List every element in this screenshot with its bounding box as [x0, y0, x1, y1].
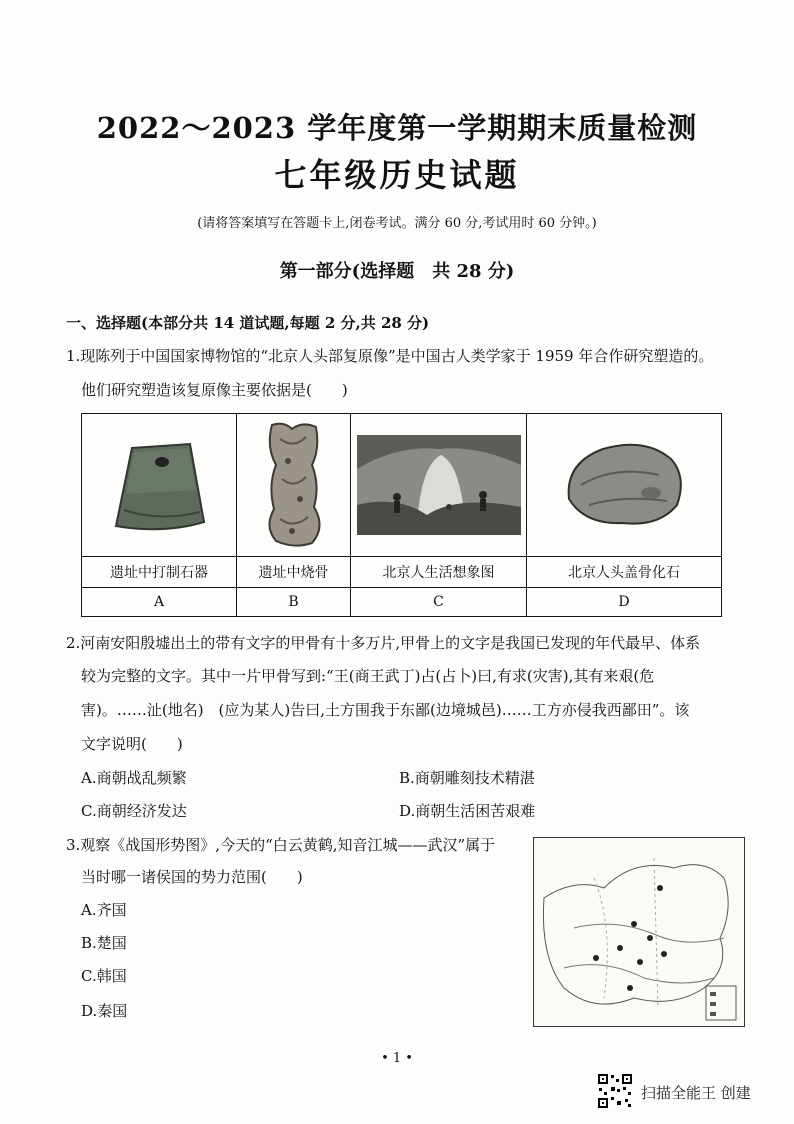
q1-caption-c: 北京人生活想象图: [351, 557, 527, 588]
exam-subtitle: 七年级历史试题: [274, 156, 520, 194]
scanner-label: 扫描全能王 创建: [641, 1084, 751, 1102]
q1-stem-line2: 他们研究塑造该复原像主要依据是( ): [81, 381, 348, 399]
q1-letter-c: C: [351, 588, 527, 617]
q2-option-a: A.商朝战乱频繁: [81, 769, 187, 787]
q1-stem-line1: 1.现陈列于中国国家博物馆的“北京人头部复原像”是中国古人类学家于 1959 年合作研究塑造的。: [66, 347, 714, 365]
warring-states-map: [533, 837, 745, 1027]
part-title: 第一部分(选择题 共 28 分): [279, 261, 515, 282]
q2-stem-line2: 较为完整的文字。其中一片甲骨写到:“王(商王武丁)占(占卜)曰,有求(灾害),其有来艰(危: [81, 667, 655, 685]
q1-image-d-cell: [527, 414, 722, 557]
q2-stem-line1: 2.河南安阳殷墟出土的带有文字的甲骨有十多万片,甲骨上的文字是我国已发现的年代最早、体系: [66, 634, 701, 652]
cave-life-illustration: [357, 435, 521, 535]
q2-option-d: D.商朝生活困苦艰难: [399, 802, 536, 820]
q1-caption-d: 北京人头盖骨化石: [527, 557, 722, 588]
q2-stem-line3: 害)。……沚(地名) (应为某人)告曰,土方围我于东鄙(边境城邑)……工方亦侵我西鄙田”。该: [81, 701, 690, 719]
skull-fossil-image: [559, 435, 689, 535]
q1-letter-b: B: [237, 588, 351, 617]
scanner-watermark: [597, 1073, 787, 1113]
q2-option-c: C.商朝经济发达: [81, 802, 187, 820]
page-number: • 1 •: [381, 1051, 413, 1066]
map-illustration: [534, 838, 744, 1026]
q1-letter-a: A: [82, 588, 237, 617]
q1-image-c-cell: [351, 414, 527, 557]
burnt-bone-image: [254, 419, 334, 551]
q3-option-b: B.楚国: [81, 934, 127, 952]
q3-stem-line1: 3.观察《战国形势图》,今天的“白云黄鹤,知音江城——武汉”属于: [66, 836, 496, 854]
q1-image-a-cell: [82, 414, 237, 557]
q2-stem-line4: 文字说明( ): [81, 735, 183, 753]
q3-stem-line2: 当时哪一诸侯国的势力范围( ): [81, 868, 303, 886]
exam-instructions: (请将答案填写在答题卡上,闭卷考试。满分 60 分,考试用时 60 分钟。): [197, 216, 597, 231]
q1-caption-a: 遗址中打制石器: [82, 557, 237, 588]
stone-tool-image: [104, 430, 214, 540]
q2-option-b: B.商朝雕刻技术精湛: [399, 769, 535, 787]
q3-option-c: C.韩国: [81, 967, 127, 985]
qr-code-icon: [597, 1073, 633, 1109]
section-heading: 一、选择题(本部分共 14 道试题,每题 2 分,共 28 分): [66, 314, 430, 332]
exam-title: 2022～2023 学年度第一学期期末质量检测: [96, 111, 698, 145]
q1-caption-b: 遗址中烧骨: [237, 557, 351, 588]
q1-option-table: [81, 413, 722, 617]
q1-letter-d: D: [527, 588, 722, 617]
q1-image-b-cell: [237, 414, 351, 557]
q3-option-d: D.秦国: [81, 1002, 128, 1020]
q3-option-a: A.齐国: [81, 901, 127, 919]
